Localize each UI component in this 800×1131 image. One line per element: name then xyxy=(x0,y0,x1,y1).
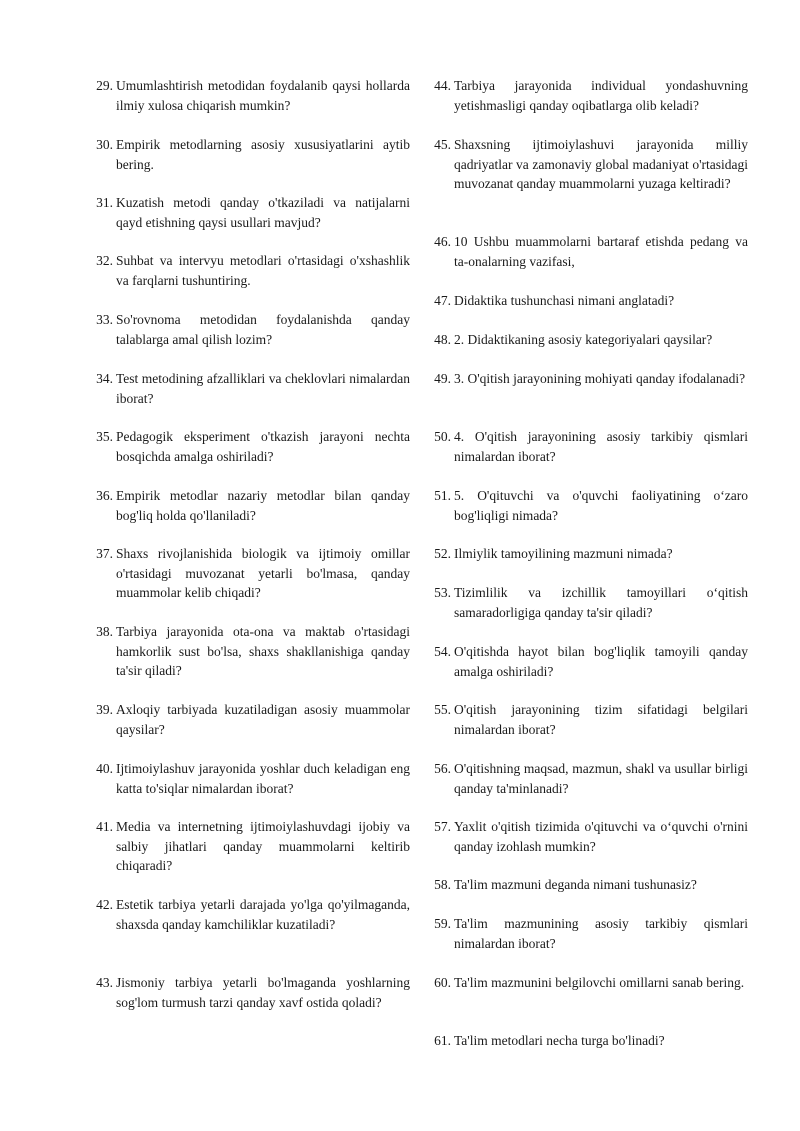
question-item xyxy=(80,486,410,525)
question-item xyxy=(418,486,748,525)
question-item xyxy=(418,1031,748,1051)
question-item xyxy=(80,895,410,934)
question-item xyxy=(418,642,748,681)
question-number: 60. xyxy=(434,975,451,990)
question-number: 37. xyxy=(96,546,113,561)
question-number: 45. xyxy=(434,137,451,152)
question-number: 59. xyxy=(434,916,451,931)
question-number: 31. xyxy=(96,195,113,210)
question-item xyxy=(418,135,748,194)
question-text: Media va internetning ijtimoiylashuvdagi ijobiy va salbiy jihatlari qanday muammolarni keltirib chiqaradi? xyxy=(116,819,410,873)
question-text: Estetik tarbiya yetarli darajada yo'lga qo'yilmaganda, shaxsda qanday kamchiliklar kuzatiladi? xyxy=(116,897,410,932)
question-item xyxy=(80,700,410,739)
question-item xyxy=(80,369,410,408)
question-number: 43. xyxy=(96,975,113,990)
question-text: Tizimlilik va izchillik tamoyillari o‘qitish samaradorligiga qanday ta'sir qiladi? xyxy=(454,585,748,620)
question-number: 55. xyxy=(434,702,451,717)
question-number: 33. xyxy=(96,312,113,327)
question-text: Tarbiya jarayonida ota-ona va maktab o'rtasidagi hamkorlik sust bo'lsa, shaxs shakllanishiga qanday ta'sir qiladi? xyxy=(116,624,410,678)
question-number: 54. xyxy=(434,644,451,659)
question-text: Ilmiylik tamoyilining mazmuni nimada? xyxy=(454,546,673,561)
question-number: 52. xyxy=(434,546,451,561)
question-item xyxy=(418,875,748,895)
question-number: 36. xyxy=(96,488,113,503)
question-text: Ta'lim mazmuni deganda nimani tushunasiz? xyxy=(454,877,697,892)
question-text: Ijtimoiylashuv jarayonida yoshlar duch keladigan eng katta to'siqlar nimalardan iborat? xyxy=(116,761,410,796)
question-number: 49. xyxy=(434,371,451,386)
question-number: 34. xyxy=(96,371,113,386)
question-item xyxy=(418,76,748,115)
question-item xyxy=(80,193,410,232)
question-number: 58. xyxy=(434,877,451,892)
question-number: 35. xyxy=(96,429,113,444)
question-item xyxy=(418,232,748,271)
question-number: 61. xyxy=(434,1033,451,1048)
question-item xyxy=(80,759,410,798)
question-item xyxy=(418,330,748,350)
question-text: O'qitish jarayonining tizim sifatidagi belgilari nimalardan iborat? xyxy=(454,702,748,737)
question-text: Axloqiy tarbiyada kuzatiladigan asosiy muammolar qaysilar? xyxy=(116,702,410,737)
question-number: 56. xyxy=(434,761,451,776)
question-text: Pedagogik eksperiment o'tkazish jarayoni nechta bosqichda amalga oshiriladi? xyxy=(116,429,410,464)
question-number: 48. xyxy=(434,332,451,347)
question-number: 39. xyxy=(96,702,113,717)
question-number: 51. xyxy=(434,488,451,503)
question-item xyxy=(418,914,748,953)
question-text: 10 Ushbu muammolarni bartaraf etishda pedang va ta-onalarning vazifasi, xyxy=(454,234,748,269)
question-number: 40. xyxy=(96,761,113,776)
question-text: Shaxsning ijtimoiylashuvi jarayonida milliy qadriyatlar va zamonaviy global madaniyat o'rtasidagi muvozanat qanday muammolarni yuzaga keltiradi? xyxy=(454,137,748,191)
question-number: 46. xyxy=(434,234,451,249)
question-text: Suhbat va intervyu metodlari o'rtasidagi o'xshashlik va farqlarni tushuntiring. xyxy=(116,253,410,288)
question-item xyxy=(80,76,410,115)
question-item xyxy=(80,310,410,349)
question-item xyxy=(80,973,410,1012)
question-item xyxy=(80,544,410,603)
question-item xyxy=(80,427,410,466)
question-item xyxy=(418,544,748,564)
question-text: Ta'lim mazmunining asosiy tarkibiy qismlari nimalardan iborat? xyxy=(454,916,748,951)
question-text: Shaxs rivojlanishida biologik va ijtimoiy omillar o'rtasidagi muvozanat yetarli bo'lmasa, qanday muammolar kelib chiqadi? xyxy=(116,546,410,600)
question-item xyxy=(418,700,748,739)
question-number: 57. xyxy=(434,819,451,834)
question-item xyxy=(418,583,748,622)
question-text: O'qitishning maqsad, mazmun, shakl va usullar birligi qanday ta'minlanadi? xyxy=(454,761,748,796)
question-text: Umumlashtirish metodidan foydalanib qaysi hollarda ilmiy xulosa chiqarish mumkin? xyxy=(116,78,410,113)
question-text: Didaktika tushunchasi nimani anglatadi? xyxy=(454,293,675,308)
question-item xyxy=(80,135,410,174)
question-number: 30. xyxy=(96,137,113,152)
question-item xyxy=(80,251,410,290)
question-text: 3. O'qitish jarayonining mohiyati qanday ifodalanadi? xyxy=(454,371,746,386)
question-text: Yaxlit o'qitish tizimida o'qituvchi va o‘quvchi o'rnini qanday izohlash mumkin? xyxy=(454,819,748,854)
question-item xyxy=(418,369,748,389)
question-number: 38. xyxy=(96,624,113,639)
question-number: 53. xyxy=(434,585,451,600)
question-item xyxy=(418,817,748,856)
question-number: 50. xyxy=(434,429,451,444)
question-item xyxy=(80,817,410,876)
question-text: Empirik metodlar nazariy metodlar bilan qanday bog'liq holda qo'llaniladi? xyxy=(116,488,410,523)
question-number: 41. xyxy=(96,819,113,834)
question-item xyxy=(80,622,410,681)
question-item xyxy=(418,291,748,311)
question-text: Empirik metodlarning asosiy xususiyatlarini aytib bering. xyxy=(116,137,410,172)
question-text: 5. O'qituvchi va o'quvchi faoliyatining o‘zaro bog'liqligi nimada? xyxy=(454,488,748,523)
question-item xyxy=(418,759,748,798)
question-text: 4. O'qitish jarayonining asosiy tarkibiy qismlari nimalardan iborat? xyxy=(454,429,748,464)
question-text: Ta'lim metodlari necha turga bo'linadi? xyxy=(454,1033,665,1048)
question-number: 42. xyxy=(96,897,113,912)
question-text: 2. Didaktikaning asosiy kategoriyalari qaysilar? xyxy=(454,332,713,347)
question-text: Jismoniy tarbiya yetarli bo'lmaganda yoshlarning sog'lom turmush tarzi qanday xavf ostida qoladi? xyxy=(116,975,410,1010)
question-text: Tarbiya jarayonida individual yondashuvning yetishmasligi qanday oqibatlarga olib keladi? xyxy=(454,78,748,113)
question-text: Kuzatish metodi qanday o'tkaziladi va natijalarni qayd etishning qaysi usullari mavjud? xyxy=(116,195,410,230)
question-text: Test metodining afzalliklari va cheklovlari nimalardan iborat? xyxy=(116,371,410,406)
question-text: Ta'lim mazmunini belgilovchi omillarni sanab bering. xyxy=(454,975,745,990)
question-number: 32. xyxy=(96,253,113,268)
question-number: 47. xyxy=(434,293,451,308)
question-number: 29. xyxy=(96,78,113,93)
question-text: So'rovnoma metodidan foydalanishda qanday talablarga amal qilish lozim? xyxy=(116,312,410,347)
question-item xyxy=(418,973,748,993)
question-item xyxy=(418,427,748,466)
question-number: 44. xyxy=(434,78,451,93)
question-text: O'qitishda hayot bilan bog'liqlik tamoyili qanday amalga oshiriladi? xyxy=(454,644,748,679)
